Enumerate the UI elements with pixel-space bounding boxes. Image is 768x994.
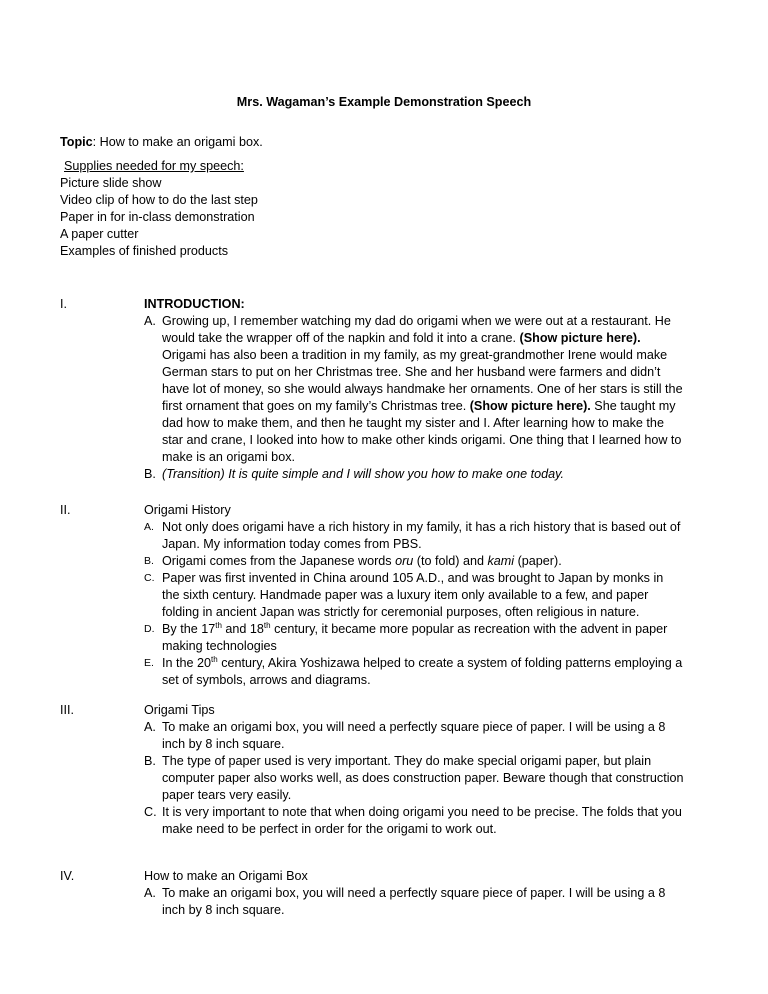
item-text: Not only does origami have a rich history in my family, it has a rich history that is based out of Japan. My information today comes from PBS. — [162, 520, 681, 551]
item-emphasis: (Show picture here). — [469, 399, 591, 413]
outline-item — [144, 885, 684, 919]
superscript: th — [211, 654, 218, 664]
item-text: To make an origami box, you will need a perfectly square piece of paper. I will be using a 8 inch by 8 inch square. — [162, 886, 666, 917]
supply-item: Examples of finished products — [60, 244, 229, 258]
supplies-list — [60, 158, 258, 260]
item-emphasis: (Show picture here). — [519, 331, 641, 345]
item-text: She taught my dad how to make them, and then he taught my sister and I. After learning how to make the star and crane, I looked into how to make other kinds origami. One thing that I learned how to make is an origami box. — [162, 399, 682, 464]
item-text: The type of paper used is very important. They do make special origami paper, but plain computer paper also works well, as does construction paper. Beware though that construction paper tears very easily. — [162, 754, 684, 802]
item-text: Growing up, I remember watching my dad do origami when we were out at a restaurant. He would take the wrapper off of the napkin and fold it into a crane. — [162, 314, 671, 345]
section-numeral: I. — [60, 297, 67, 311]
document-title: Mrs. Wagaman’s Example Demonstration Speech — [236, 95, 532, 109]
section-numeral: II. — [60, 503, 71, 517]
outline-item — [144, 719, 684, 753]
topic-line — [60, 134, 263, 151]
section-items — [144, 313, 684, 483]
outline-item — [144, 466, 684, 483]
item-text: To make an origami box, you will need a perfectly square piece of paper. I will be using a 8 inch by 8 inch square. — [162, 720, 666, 751]
section-items — [144, 719, 684, 838]
item-text: By the 17 — [162, 622, 216, 636]
item-emphasis: oru — [395, 554, 414, 568]
section-heading: Origami History — [144, 503, 231, 517]
item-text: (paper). — [517, 554, 562, 568]
supply-item: Video clip of how to do the last step — [60, 193, 258, 207]
outline-item — [144, 655, 684, 689]
outline-item — [144, 553, 684, 570]
outline-item — [144, 621, 684, 655]
topic-label: Topic — [60, 135, 93, 149]
item-text: Origami comes from the Japanese words — [162, 554, 392, 568]
section-heading: INTRODUCTION: — [144, 297, 245, 311]
item-text: Paper was first invented in China around 105 A.D., and was brought to Japan by monks in the sixth century. Handmade paper was a luxury item only available to a few, and paper folding in ancient Japan was strictly for ceremonial purposes, often religious in nature. — [162, 571, 664, 619]
item-text: (to fold) and — [416, 554, 484, 568]
item-label: A. — [144, 886, 156, 900]
outline-item — [144, 519, 684, 553]
topic-value: : How to make an origami box. — [92, 135, 263, 149]
item-label: B. — [144, 467, 156, 481]
outline-item — [144, 570, 684, 621]
item-label: A. — [144, 720, 156, 734]
section-heading: How to make an Origami Box — [144, 869, 308, 883]
item-text: Origami has also been a tradition in my family, as my great-grandmother Irene would make German stars to put on her Christmas tree. She and her husband were farmers and didn’t have lot of money, so she would always handmake her ornaments. One of her stars is still the first ornament that goes on my family’s Christmas tree. — [162, 348, 683, 413]
outline-item — [144, 804, 684, 838]
section-numeral: IV. — [60, 869, 75, 883]
item-emphasis: kami — [487, 554, 515, 568]
item-label: B. — [144, 754, 156, 768]
item-label: A. — [144, 521, 154, 533]
superscript: th — [215, 620, 222, 630]
superscript: th — [263, 620, 271, 630]
outline-item — [144, 313, 684, 466]
item-label: C. — [144, 805, 157, 819]
item-text: In the 20 — [162, 656, 212, 670]
supply-item: Picture slide show — [60, 176, 162, 190]
item-text: (Transition) It is quite simple and I will show you how to make one today. — [162, 467, 565, 481]
section-heading: Origami Tips — [144, 703, 215, 717]
item-label: D. — [144, 623, 155, 635]
item-text: century, Akira Yoshizawa helped to create a system of folding patterns employing a set of symbols, arrows and diagrams. — [162, 656, 683, 687]
item-text: and 18 — [225, 622, 264, 636]
section-items — [144, 519, 684, 689]
supply-item: A paper cutter — [60, 227, 139, 241]
item-label: B. — [144, 555, 154, 567]
item-label: C. — [144, 572, 155, 584]
outline-item — [144, 753, 684, 804]
item-text: It is very important to note that when doing origami you need to be precise. The folds that you make need to be perfect in order for the origami to work out. — [162, 805, 682, 836]
section-numeral: III. — [60, 703, 74, 717]
section-items — [144, 885, 684, 919]
item-text: century, it became more popular as recreation with the advent in paper making technologies — [162, 622, 668, 653]
supply-item: Paper in for in-class demonstration — [60, 210, 255, 224]
supplies-heading: Supplies needed for my speech: — [64, 159, 244, 173]
item-label: A. — [144, 314, 156, 328]
item-label: E. — [144, 657, 154, 669]
